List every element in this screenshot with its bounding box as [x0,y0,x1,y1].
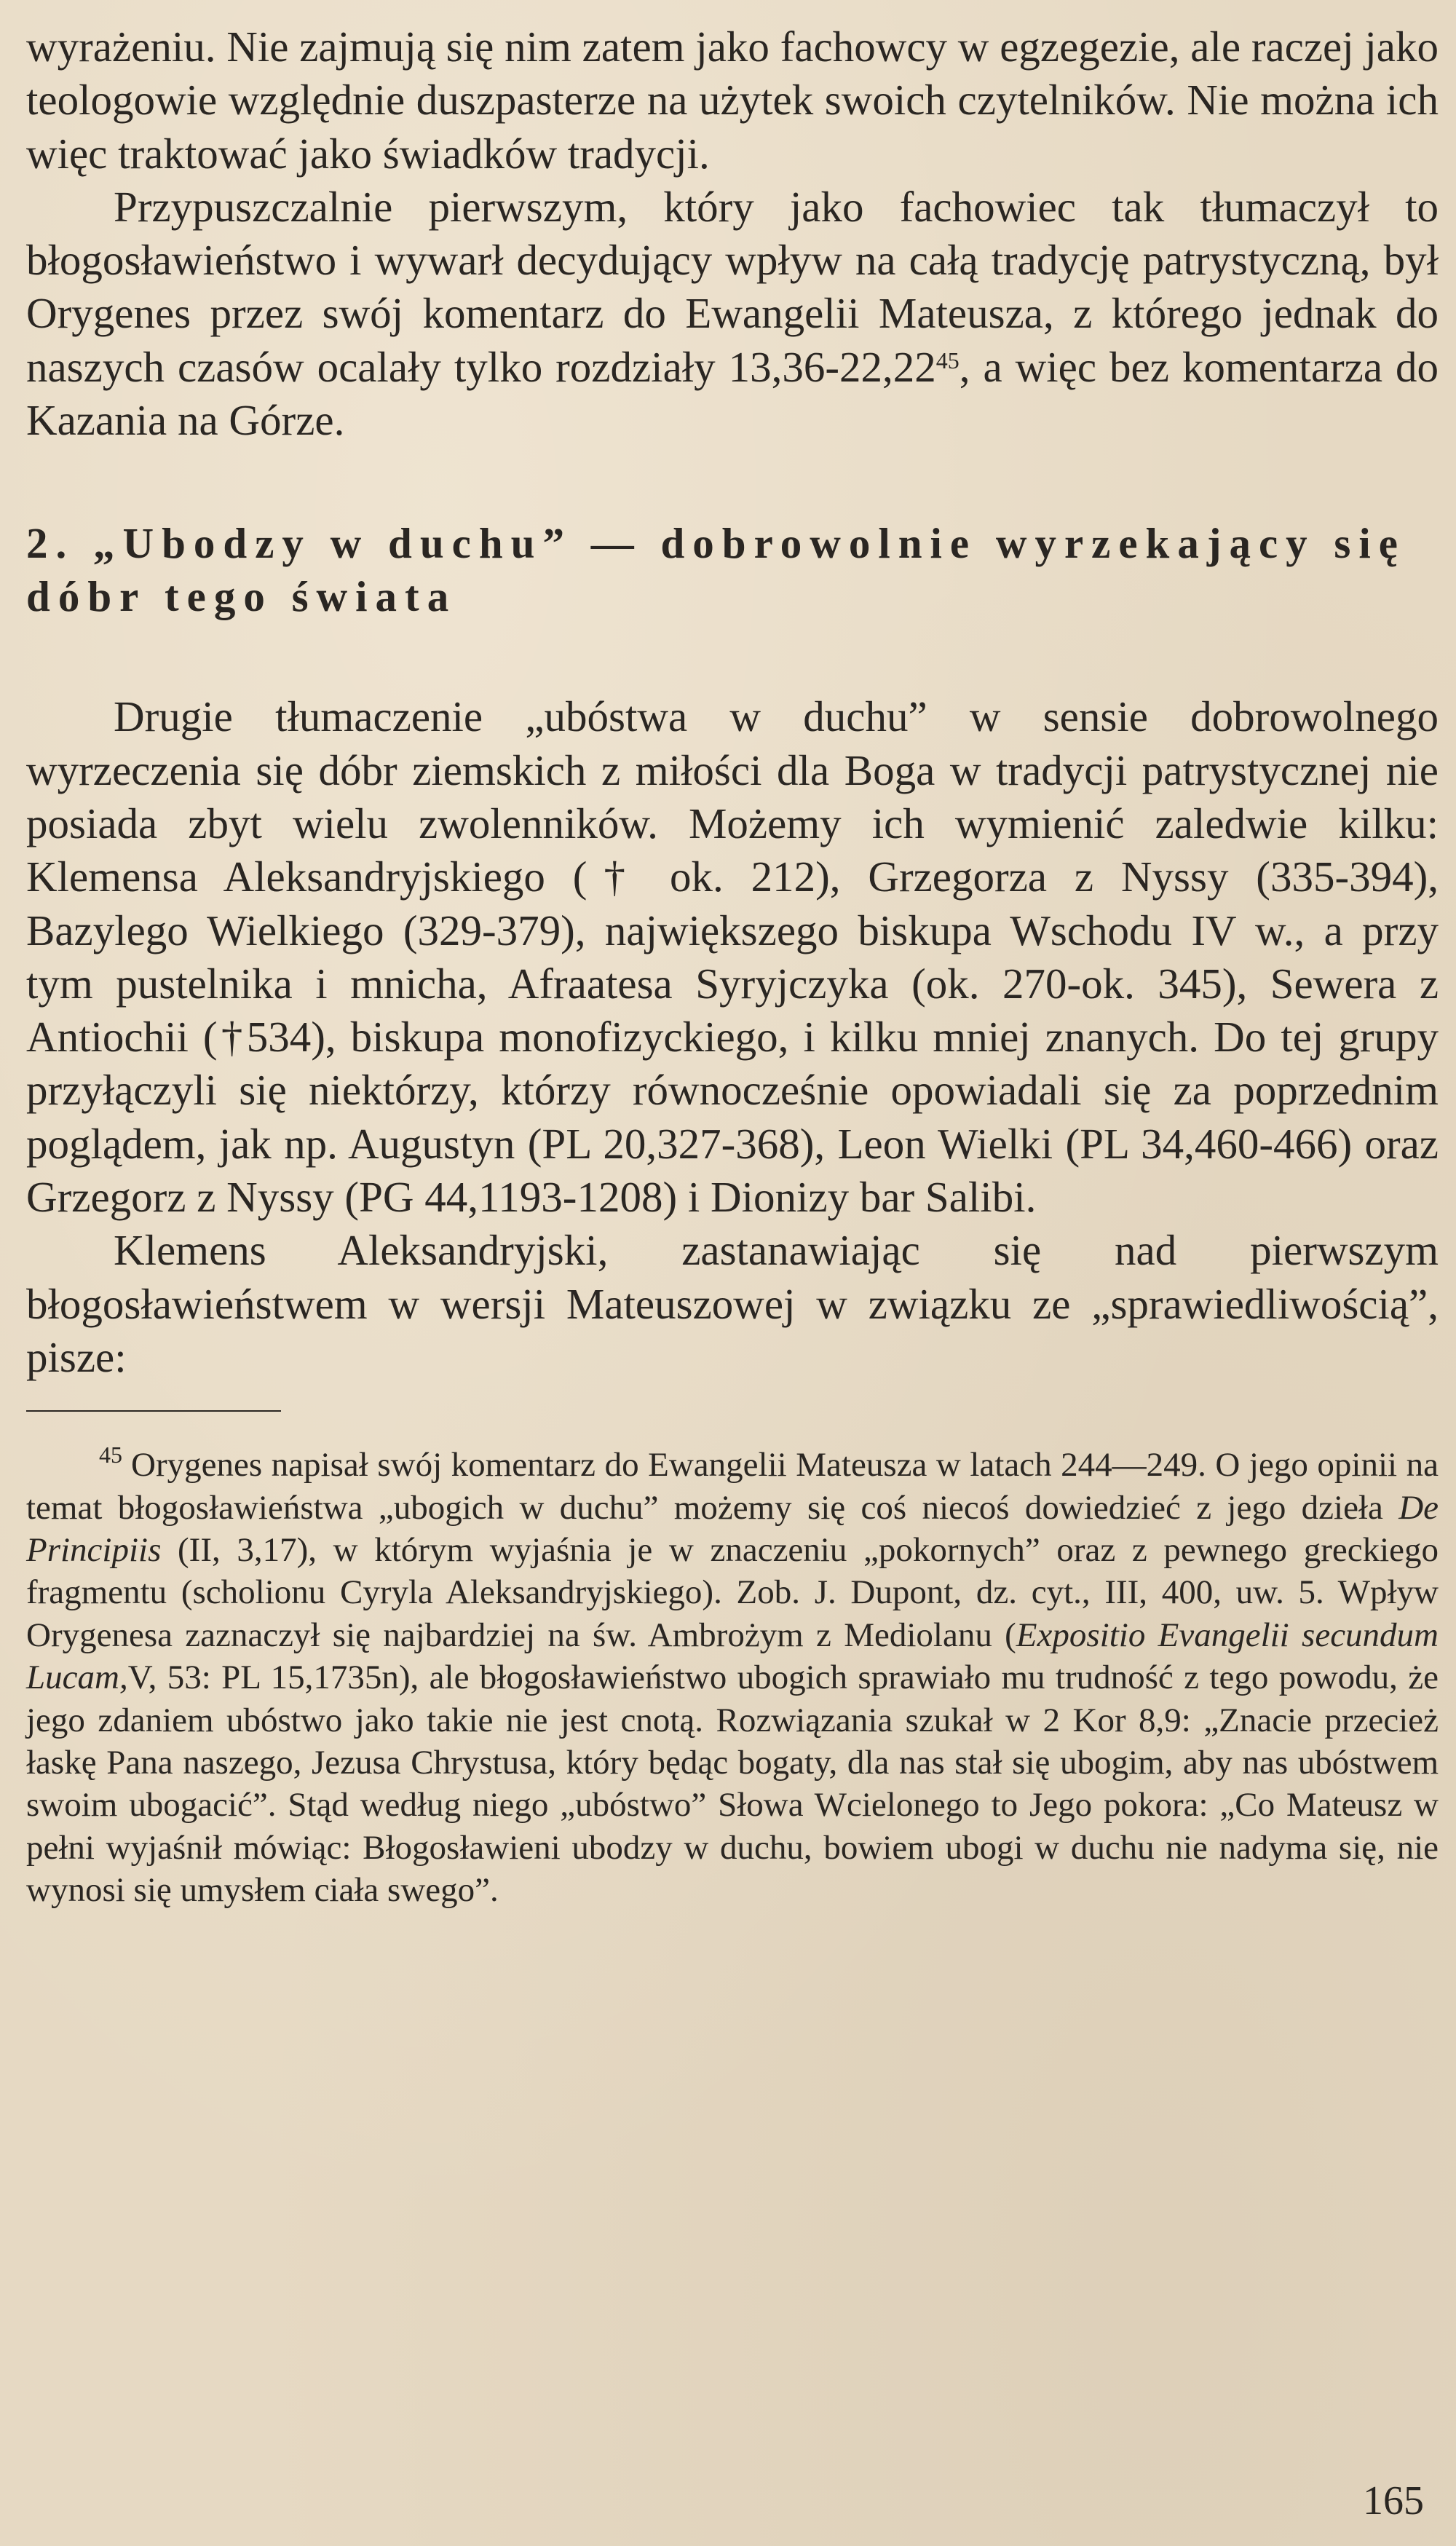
page-number: 165 [1363,2478,1424,2523]
footnote-title-expositio: Expositio Evangelii secundum Lucam, [26,1616,1439,1697]
footnote-text-part-3: V, 53: PL 15,1735n), ale błogosławieństwo ubogich sprawiało mu trudność z tego powodu, że jego zdaniem ubóstwo jako takie nie jest cnotą. Rozwiązania szukał w 2 Kor 8,9: „Znacie przecież łaskę Pana naszego, Jezusa Chrystusa, który będąc bogaty, dla nas stał się ubogim, aby nas ubóstwem swoim ubogacić”. Stąd według niego „ubóstwo” Słowa Wcielonego to Jego pokora: „Co Mateusz w pełni wyjaśnił mówiąc: Błogosławieni ubodzy w duchu, bowiem ubogi w duchu nie nadyma się, nie wynosi się umysłem ciała swego”. [26,1659,1439,1910]
footnote-title-de-principiis: De Principiis [26,1488,1439,1570]
footnote-text-part-1: Orygenes napisał swój komentarz do Ewangelii Mateusza w latach 244—249. O jego opinii na temat błogosławieństwa „ubogich w duchu” możemy się coś niecoś dowiedzieć z jego dzieła [26,1446,1439,1527]
footnotes-section [26,1444,1439,1911]
paragraph-origen [26,181,1439,447]
paragraph-continued: wyrażeniu. Nie zajmują się nim zatem jako fachowcy w egzegezie, ale raczej jako teologowie względnie duszpasterze na użytek swoich czytelników. Nie można ich więc traktować jako świadków tradycji. [26,23,1439,178]
paragraph-second-interpretation: Drugie tłumaczenie „ubóstwa w duchu” w sensie dobrowolnego wyrzeczenia się dóbr ziemskich z miłości dla Boga w tradycji patrystycznej nie posiada zbyt wielu zwolenników. Możemy ich wymienić zaledwie kilku: Klemensa Aleksandryjskiego († ok. 212), Grzegorza z Nyssy (335-394), Bazylego Wielkiego (329-379), największego biskupa Wschodu IV w., a przy tym pustelnika i mnicha, Afraatesa Syryjczyka (ok. 270-ok. 345), Sewera z Antiochii (†534), biskupa monofizyckiego, i kilku mniej znanych. Do tej grupy przyłączyli się niektórzy, którzy równocześnie opowiadali się za poprzednim poglądem, jak np. Augustyn (PL 20,327-368), Leon Wielki (PL 34,460-466) oraz Grzegorz z Nyssy (PG 44,1193-1208) i Dionizy bar Salibi. [26,692,1439,1222]
footnote-text-part-2: (II, 3,17), w którym wyjaśnia je w znaczeniu „pokornych” oraz z pewnego greckiego fragmentu (scholionu Cyryla Aleksandryjskiego). Zob. J. Dupont, dz. cyt., III, 400, uw. 5. Wpływ Orygenesa zaznaczył się najbardziej na św. Ambrożym z Mediolanu ( [26,1531,1439,1654]
footnote-reference: 45 [935,347,960,373]
paragraph-origen-text-after: , a więc bez komentarza do Kazania na Górze. [26,342,1439,445]
section-heading: 2. „Ubodzy w duchu” — dobrowolnie wyrzekający się dóbr tego świata [26,519,1406,621]
paragraph-origen-text: Przypuszczalnie pierwszym, który jako fachowiec tak tłumaczył to błogosławieństwo i wywarł decydujący wpływ na całą tradycję patrystyczną, był Orygenes przez swój komentarz do Ewangelii Mateusza, z którego jednak do naszych czasów ocalały tylko rozdziały 13,36-22,22 [26,182,1439,391]
footnote-separator [26,1410,281,1412]
page-content [26,20,1439,1912]
footnote-number: 45 [99,1442,122,1468]
footnote-45 [26,1444,1439,1911]
paragraph-clement: Klemens Aleksandryjski, zastanawiając się nad pierwszym błogosławieństwem w wersji Mateuszowej w związku ze „sprawiedliwością”, pisze: [26,1226,1439,1381]
